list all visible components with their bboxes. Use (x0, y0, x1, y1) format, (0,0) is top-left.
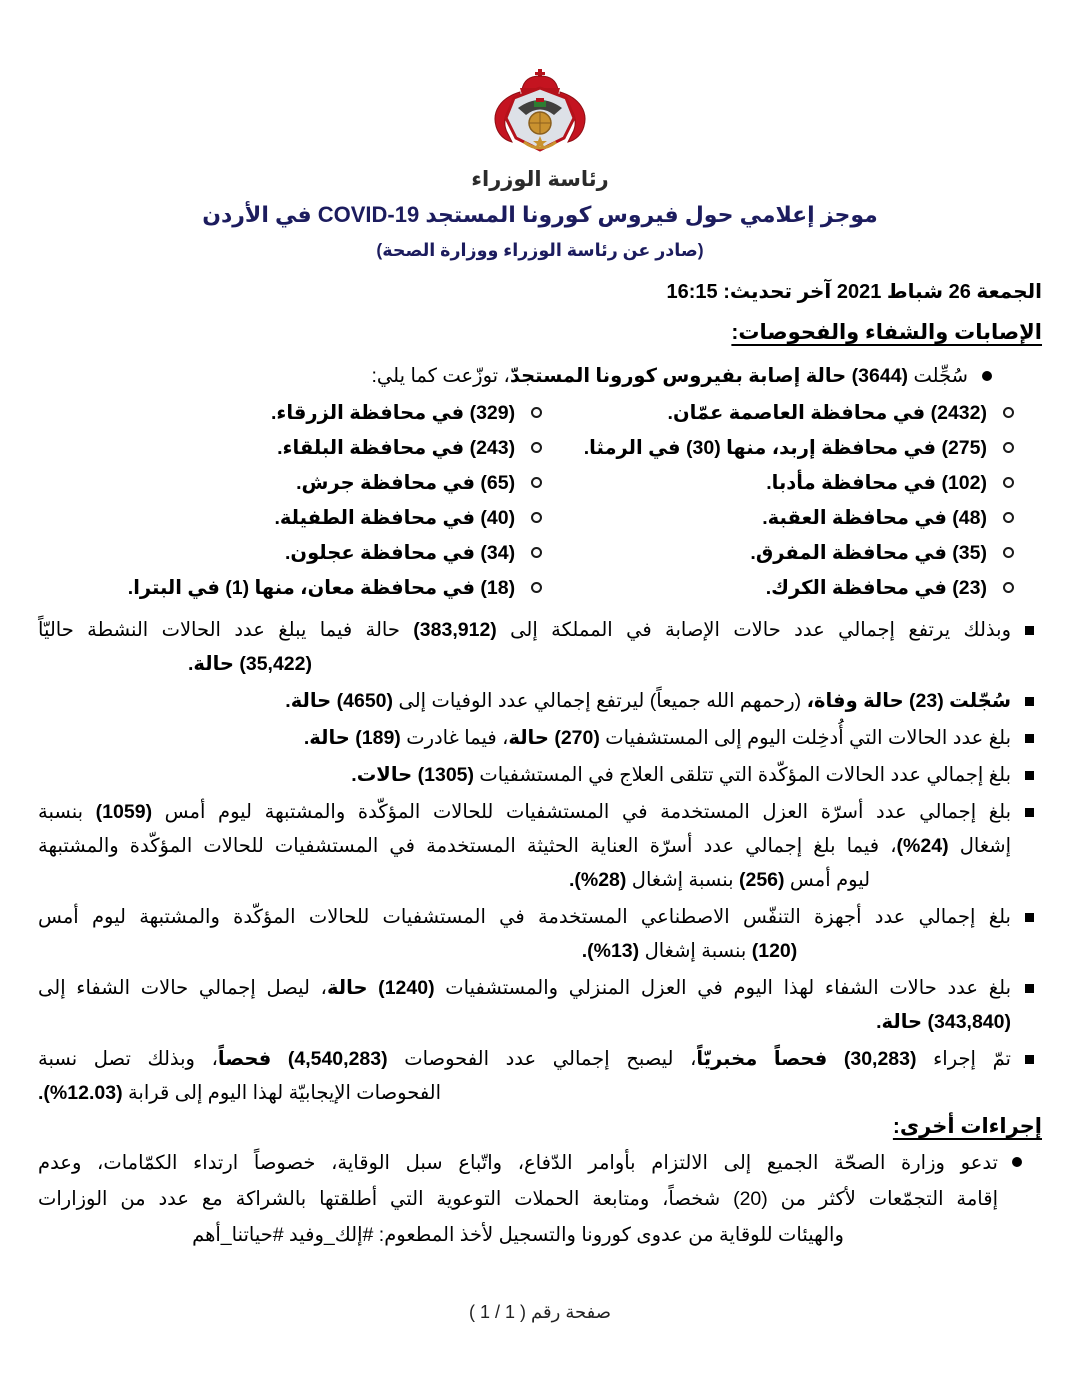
text-line (38, 684, 1011, 718)
text-line (38, 1042, 1011, 1076)
square-bullet-icon (1025, 808, 1034, 817)
text-segment: والهيئات للوقاية من عدوى كورونا والتسجيل لأخذ المطعوم: #إلك_وفيد #حياتنا_أهم (192, 1224, 844, 1246)
governorate-item (570, 535, 1042, 570)
stat-value: (270) حالة (508, 727, 600, 749)
governorate-item (38, 395, 570, 430)
governorate-column-left (38, 395, 570, 605)
health-ministry-call-bullet (38, 1145, 1042, 1253)
stat-value: (189) حالة. (303, 727, 401, 749)
circle-bullet-icon (531, 407, 542, 418)
bullet-text (38, 684, 1011, 718)
text-segment: (رحمهم الله جميعاً) ليرتفع إجمالي عدد الوفيات إلى (393, 690, 807, 712)
stat-value: (28%). (568, 869, 627, 891)
stat-value: (1059) (95, 801, 153, 823)
stat-value: (383,912) (413, 619, 497, 641)
text-line (38, 359, 968, 393)
square-bullet-icon (1025, 913, 1034, 922)
text-line (38, 829, 1011, 863)
governorate-item (570, 395, 1042, 430)
text-segment: سُجِّلت (908, 365, 968, 387)
circle-bullet-icon (1003, 442, 1014, 453)
dot-bullet-icon (982, 371, 992, 381)
governorate-item (38, 535, 570, 570)
text-segment: الفحوصات الإيجابيّة لهذا اليوم إلى قرابة (122, 1082, 442, 1104)
square-bullet-icon (1025, 771, 1034, 780)
new-cases-bullet (38, 359, 1042, 393)
jordan-coat-of-arms (38, 0, 1042, 192)
stat-value: (256) (738, 869, 785, 891)
text-line (38, 1005, 1011, 1039)
governorate-item (38, 430, 570, 465)
jordan-crest-icon (474, 68, 606, 160)
governorate-item (570, 430, 1042, 465)
text-line (38, 647, 1011, 681)
square-bullet-icon (1025, 734, 1034, 743)
governorate-text: (65) في محافظة جرش. (296, 471, 516, 494)
text-segment: بنسبة إشغال (626, 869, 739, 891)
circle-bullet-icon (1003, 582, 1014, 593)
governorate-item (570, 465, 1042, 500)
text-segment: ، ليصبح إجمالي عدد الفحوصات (387, 1048, 697, 1070)
bullet-text (38, 795, 1011, 897)
bullet-text (38, 359, 968, 393)
governorate-text: (23) في محافظة الكرك. (765, 576, 987, 599)
text-line (38, 1145, 998, 1181)
bullet-text (38, 613, 1011, 681)
governorate-item (38, 500, 570, 535)
text-line (38, 795, 1011, 829)
circle-bullet-icon (1003, 547, 1014, 558)
text-line (38, 721, 1011, 755)
bullet-text (38, 971, 1011, 1039)
governorate-text: (40) في محافظة الطفيلة. (274, 506, 516, 529)
governorate-text: (35) في محافظة المفرق. (750, 541, 987, 564)
governorate-item (38, 570, 570, 605)
recoveries-bullet (38, 971, 1042, 1039)
circle-bullet-icon (531, 477, 542, 488)
bullet-text (38, 758, 1011, 792)
governorate-text: (329) في محافظة الزرقاء. (270, 401, 516, 424)
text-segment: إقامة التجمّعات لأكثر من (20) شخصاً، ومتابعة الحملات التوعوية التي أطلقتها بالشراكة مع عدد من الوزارات (38, 1188, 998, 1210)
circle-bullet-icon (1003, 477, 1014, 488)
governorate-text: (18) في محافظة معان، منها (1) في البترا. (127, 576, 516, 599)
stat-value: (1305) حالات. (351, 764, 475, 786)
governorates-list (38, 395, 1042, 605)
stat-value: (35,422) حالة. (188, 653, 313, 675)
circle-bullet-icon (531, 512, 542, 523)
text-segment: ليوم أمس (784, 869, 871, 891)
text-segment: ، توزّعت كما يلي: (371, 365, 510, 387)
stat-value: (3644) حالة إصابة بفيروس كورونا المستجدّ (509, 365, 909, 387)
circle-bullet-icon (531, 547, 542, 558)
text-line (38, 758, 1011, 792)
circle-bullet-icon (1003, 512, 1014, 523)
governorate-item (38, 465, 570, 500)
stat-value: (24%) (896, 835, 949, 857)
bullet-text (38, 1042, 1011, 1110)
text-segment: ، ليصل إجمالي حالات الشفاء إلى (38, 977, 327, 999)
text-line (38, 1217, 998, 1253)
text-line (38, 900, 1011, 934)
text-segment: تمّ إجراء (916, 1048, 1011, 1070)
stat-value: (30,283) فحصاً مخبريّاً (696, 1048, 917, 1070)
page-title: موجز إعلامي حول فيروس كورونا المستجد COVID-19 في الأردن (202, 202, 878, 227)
text-segment: ، فيما بلغ إجمالي عدد أسرّة العناية الحثيثة المستخدمة في المستشفيات للحالات المؤكّدة والمشتبهة (38, 835, 897, 857)
text-line (38, 1076, 1011, 1110)
text-line (38, 971, 1011, 1005)
new-cases-intro (38, 359, 1042, 393)
isolation-icu-beds-bullet (38, 795, 1042, 897)
text-segment: حالة فيما يبلغ عدد الحالات النشطة حاليّاً (38, 619, 414, 641)
circle-bullet-icon (531, 582, 542, 593)
text-segment: إشغال (948, 835, 1011, 857)
text-line (233, 863, 1080, 897)
date-line: الجمعة 26 شباط 2021 آخر تحديث: 16:15 (666, 281, 1042, 303)
section-heading-procedures: إجراءات أخرى: (892, 1115, 1042, 1138)
text-segment: بلغ عدد حالات الشفاء لهذا اليوم في العزل المنزلي والمستشفيات (434, 977, 1012, 999)
deaths-bullet (38, 684, 1042, 718)
stat-value: سُجّلت (23) حالة وفاة، (806, 690, 1011, 712)
stat-value: (4,540,283) فحصاً (217, 1048, 388, 1070)
text-line (203, 934, 1080, 968)
governorate-text: (34) في محافظة عجلون. (285, 541, 516, 564)
hospitalized-confirmed-bullet (38, 758, 1042, 792)
page-number: صفحة رقم ( 1 / 1 ) (469, 1302, 611, 1322)
ventilators-bullet (38, 900, 1042, 968)
logo-caption: رئاسة الوزراء (471, 168, 609, 191)
square-bullet-icon (1025, 984, 1034, 993)
page-subtitle: (صادر عن رئاسة الوزراء ووزارة الصحة) (376, 240, 704, 260)
governorate-text: (102) في محافظة مأدبا. (766, 471, 987, 494)
text-segment: بلغ إجمالي عدد الحالات المؤكّدة التي تتلقى العلاج في المستشفيات (474, 764, 1011, 786)
total-cases-bullet (38, 613, 1042, 681)
bullet-text (38, 900, 1011, 968)
text-line (38, 613, 1011, 647)
governorate-text: (243) في محافظة البلقاء. (277, 436, 516, 459)
square-bullet-icon (1025, 626, 1034, 635)
text-segment: وبذلك يرتفع إجمالي عدد حالات الإصابة في المملكة إلى (496, 619, 1011, 641)
text-segment: تدعو وزارة الصحّة الجميع إلى الالتزام بأوامر الدّفاع، واتّباع سبل الوقاية، خصوصاً ارتداء الكمّامات، وعدم (38, 1152, 998, 1174)
text-segment: بنسبة (38, 801, 96, 823)
governorate-text: (48) في محافظة العقبة. (762, 506, 987, 529)
text-line (38, 1181, 998, 1217)
stat-value: (1240) حالة (326, 977, 435, 999)
governorate-item (570, 570, 1042, 605)
text-segment: بلغ عدد الحالات التي أُدخِلت اليوم إلى المستشفيات (599, 727, 1011, 749)
governorate-item (570, 500, 1042, 535)
square-bullet-icon (1025, 1055, 1034, 1064)
governorate-column-right (570, 395, 1042, 605)
circle-bullet-icon (531, 442, 542, 453)
section-heading-cases: الإصابات والشفاء والفحوصات: (731, 321, 1042, 344)
statistics-list (38, 613, 1042, 1110)
text-segment: بلغ إجمالي عدد أجهزة التنفّس الاصطناعي المستخدمة في المستشفيات للحالات المؤكّدة والمشتبهة ليوم أمس (38, 906, 1011, 928)
text-segment: ، فيما غادرت (400, 727, 509, 749)
stat-value: (12.03%). (38, 1082, 123, 1104)
text-segment: بنسبة إشغال (639, 940, 752, 962)
stat-value: (343,840) حالة. (876, 1011, 1011, 1033)
text-segment: بلغ إجمالي عدد أسرّة العزل المستخدمة في المستشفيات للحالات المؤكّدة والمشتبهة ليوم أمس (152, 801, 1011, 823)
stat-value: (120) (751, 940, 798, 962)
governorate-text: (275) في محافظة إربد، منها (30) في الرمثا. (583, 436, 987, 459)
square-bullet-icon (1025, 697, 1034, 706)
text-segment: ، وبذلك تصل نسبة (38, 1048, 218, 1070)
bullet-text (38, 721, 1011, 755)
tests-bullet (38, 1042, 1042, 1110)
circle-bullet-icon (1003, 407, 1014, 418)
stat-value: (13%). (581, 940, 640, 962)
dot-bullet-icon (1012, 1157, 1022, 1167)
stat-value: (4650) حالة. (285, 690, 394, 712)
procedures-list (38, 1145, 1042, 1253)
hospital-admissions-bullet (38, 721, 1042, 755)
bullet-text (38, 1145, 998, 1253)
governorate-text: (2432) في محافظة العاصمة عمّان. (667, 401, 987, 424)
